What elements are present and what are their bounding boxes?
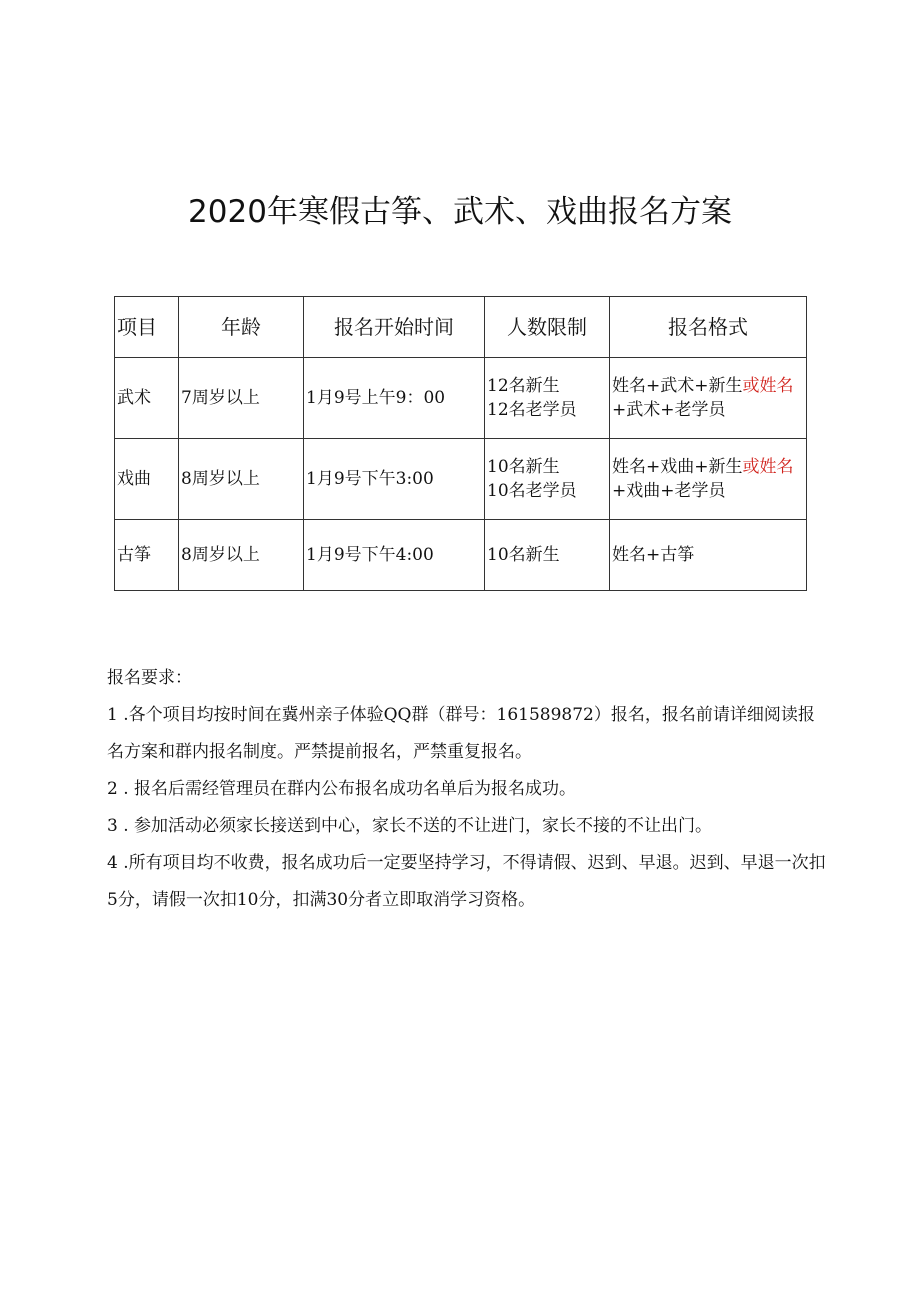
header-start-time: 报名开始时间	[304, 297, 485, 358]
requirement-item: 2 . 报名后需经管理员在群内公布报名成功名单后为报名成功。	[107, 779, 577, 799]
format-text-2: +戏曲+老学员	[612, 481, 726, 501]
header-project: 项目	[115, 297, 179, 358]
limit-line: 10名新生	[487, 457, 560, 477]
header-format: 报名格式	[610, 297, 807, 358]
table-row	[115, 439, 807, 520]
format-alt-text: 或姓名	[742, 376, 794, 396]
cell-limit	[485, 520, 610, 591]
limit-line: 10名老学员	[487, 481, 577, 501]
cell-start-time: 1月9号下午3:00	[304, 439, 485, 520]
cell-limit	[485, 358, 610, 439]
format-text-2: +武术+老学员	[612, 400, 726, 420]
requirement-item: 3 . 参加活动必须家长接送到中心，家长不送的不让进门，家长不接的不让出门。	[107, 816, 713, 836]
cell-start-time: 1月9号下午4:00	[304, 520, 485, 591]
cell-project: 武术	[115, 358, 179, 439]
cell-format	[610, 520, 807, 591]
cell-age: 8周岁以上	[179, 439, 304, 520]
requirement-item: 4 .所有项目均不收费，报名成功后一定要坚持学习，不得请假、迟到、早退。迟到、早退一次扣5分，请假一次扣10分，扣满30分者立即取消学习资格。	[107, 853, 826, 910]
limit-line: 12名新生	[487, 376, 560, 396]
requirement-item: 1 .各个项目均按时间在冀州亲子体验QQ群（群号：161589872）报名，报名前请详细阅读报名方案和群内报名制度。严禁提前报名，严禁重复报名。	[107, 705, 815, 762]
page-title: 2020年寒假古筝、武术、戏曲报名方案	[188, 194, 732, 230]
cell-project: 古筝	[115, 520, 179, 591]
table-row	[115, 358, 807, 439]
cell-format	[610, 358, 807, 439]
header-age: 年龄	[179, 297, 304, 358]
cell-limit	[485, 439, 610, 520]
registration-table	[114, 296, 807, 591]
table-header-row	[115, 297, 807, 358]
format-text: 姓名+武术+新生	[612, 376, 743, 396]
header-limit: 人数限制	[485, 297, 610, 358]
cell-format	[610, 439, 807, 520]
cell-start-time: 1月9号上午9：00	[304, 358, 485, 439]
limit-line: 12名老学员	[487, 400, 577, 420]
cell-project: 戏曲	[115, 439, 179, 520]
requirements-heading: 报名要求：	[107, 668, 192, 688]
format-alt-text: 或姓名	[742, 457, 794, 477]
limit-line: 10名新生	[487, 545, 560, 565]
format-text: 姓名+戏曲+新生	[612, 457, 743, 477]
requirements-section	[107, 660, 827, 919]
cell-age: 7周岁以上	[179, 358, 304, 439]
format-text: 姓名+古筝	[612, 545, 695, 565]
table-row	[115, 520, 807, 591]
cell-age: 8周岁以上	[179, 520, 304, 591]
